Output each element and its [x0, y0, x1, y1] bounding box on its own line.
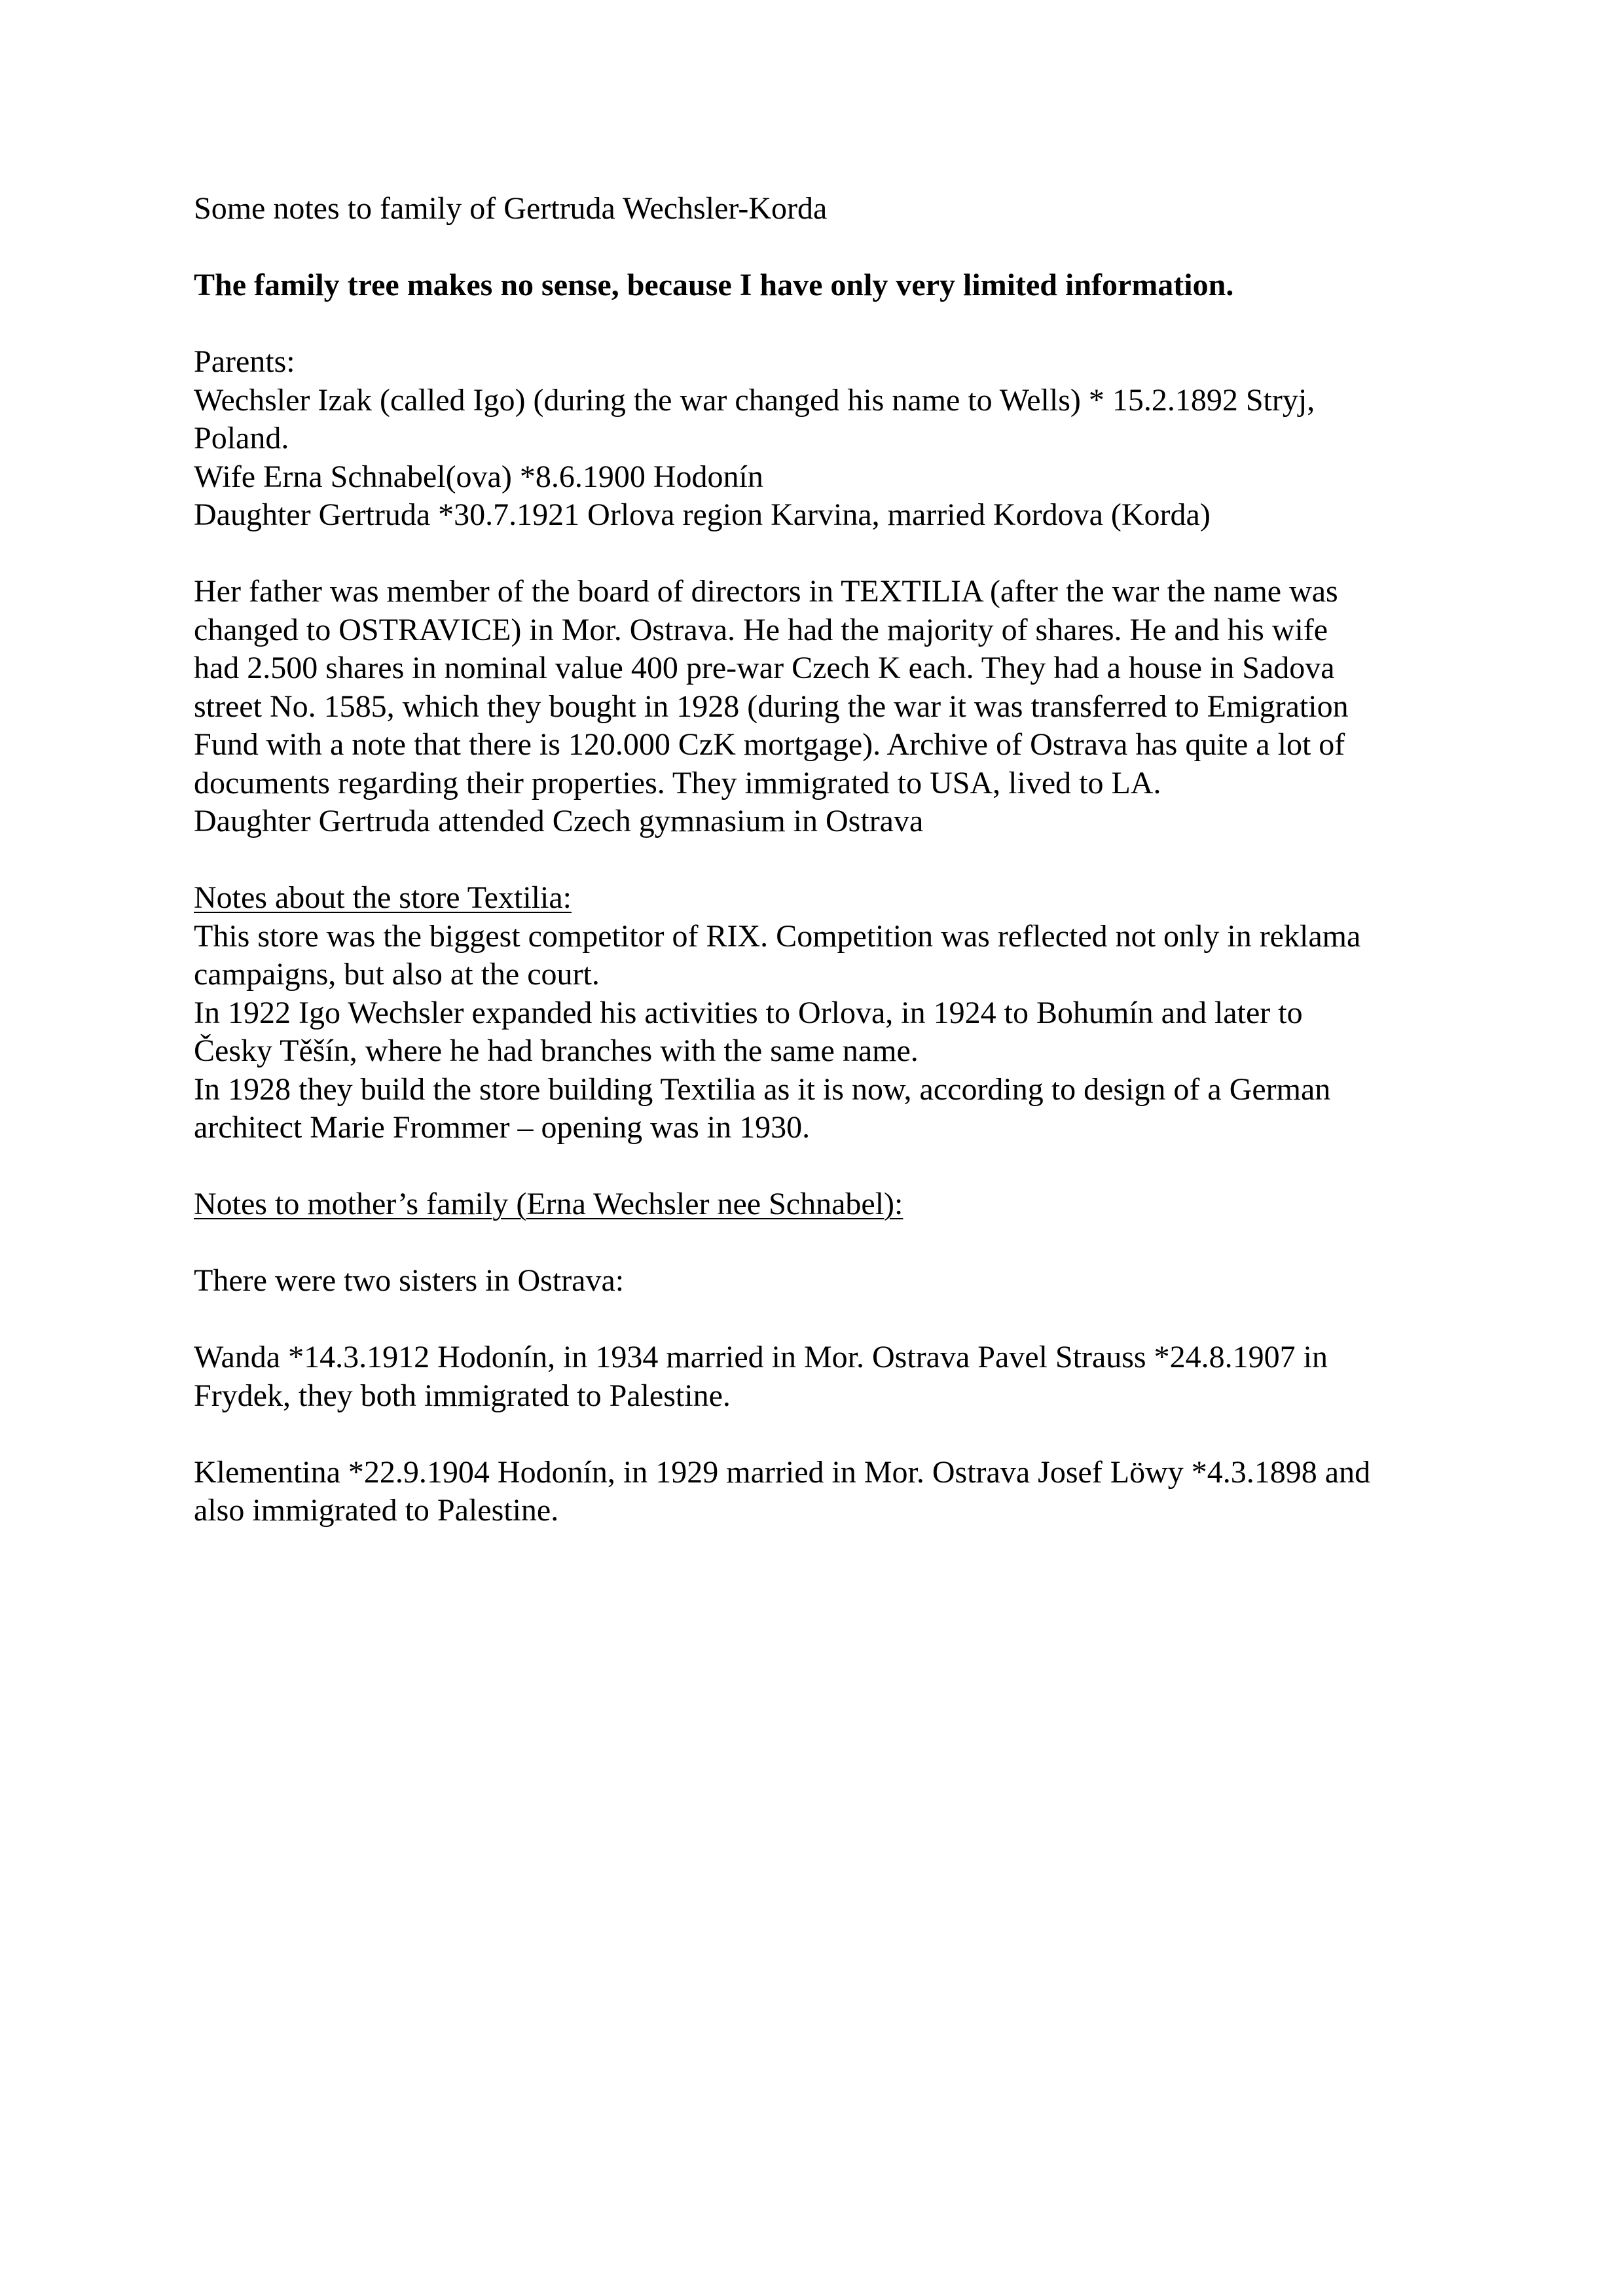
store-line: In 1928 they build the store building Textilia as it is now, according to design of a German — [194, 1071, 1331, 1107]
bold-note: The family tree makes no sense, because I have only very limited information. — [194, 268, 1234, 302]
klementina-line: also immigrated to Palestine. — [194, 1493, 559, 1528]
store-heading — [194, 879, 1438, 918]
store-line: This store was the biggest competitor of RIX. Competition was reflected not only in reklama — [194, 918, 1361, 954]
father-line-cont: Poland. — [194, 421, 289, 456]
spacer — [194, 305, 1438, 344]
spacer — [194, 841, 1438, 880]
father-paragraph-line: Daughter Gertruda attended Czech gymnasium in Ostrava — [194, 804, 924, 838]
klementina-line: Klementina *22.9.1904 Hodonín, in 1929 married in Mor. Ostrava Josef Löwy *4.3.1898 and — [194, 1454, 1371, 1490]
spacer — [194, 1300, 1438, 1339]
spacer — [194, 228, 1438, 267]
store-line: architect Marie Frommer – opening was in 1930. — [194, 1110, 811, 1145]
document-page — [194, 190, 1438, 1530]
wanda-line: Wanda *14.3.1912 Hodonín, in 1934 married in Mor. Ostrava Pavel Strauss *24.8.1907 in — [194, 1340, 1328, 1374]
father-line: Wechsler Izak (called Igo) (during the war changed his name to Wells) * 15.2.1892 Stryj, — [194, 382, 1315, 418]
sisters-intro: There were two sisters in Ostrava: — [194, 1263, 625, 1298]
store-line: In 1922 Igo Wechsler expanded his activities to Orlova, in 1924 to Bohumín and later to — [194, 995, 1303, 1030]
wanda-line: Frydek, they both immigrated to Palestine. — [194, 1378, 731, 1413]
store-line: campaigns, but also at the court. — [194, 957, 600, 992]
father-paragraph-line: Her father was member of the board of directors in TEXTILIA (after the war the name was — [194, 574, 1338, 609]
mother-line: Wife Erna Schnabel(ova) *8.6.1900 Hodonín — [194, 459, 763, 494]
father-paragraph-line: documents regarding their properties. They immigrated to USA, lived to LA. — [194, 765, 1161, 800]
father-paragraph-line: had 2.500 shares in nominal value 400 pre-war Czech K each. They had a house in Sadova — [194, 651, 1335, 685]
spacer — [194, 1147, 1438, 1186]
father-paragraph-line: changed to OSTRAVICE) in Mor. Ostrava. He had the majority of shares. He and his wife — [194, 612, 1328, 647]
spacer — [194, 1224, 1438, 1263]
spacer — [194, 1415, 1438, 1454]
father-paragraph-line: street No. 1585, which they bought in 1928 (during the war it was transferred to Emigration — [194, 689, 1349, 724]
mother-family-heading-text: Notes to mother’s family (Erna Wechsler nee Schnabel): — [194, 1187, 903, 1221]
document-title: Some notes to family of Gertruda Wechsler-Korda — [194, 191, 828, 226]
father-paragraph-line: Fund with a note that there is 120.000 CzK mortgage). Archive of Ostrava has quite a lot of — [194, 727, 1345, 762]
parents-heading: Parents: — [194, 344, 295, 379]
mother-family-heading — [194, 1185, 1438, 1224]
daughter-line: Daughter Gertruda *30.7.1921 Orlova region Karvina, married Kordova (Korda) — [194, 497, 1211, 532]
spacer — [194, 535, 1438, 573]
store-heading-text: Notes about the store Textilia: — [194, 880, 572, 915]
store-line: Česky Těšín, where he had branches with the same name. — [194, 1033, 919, 1068]
